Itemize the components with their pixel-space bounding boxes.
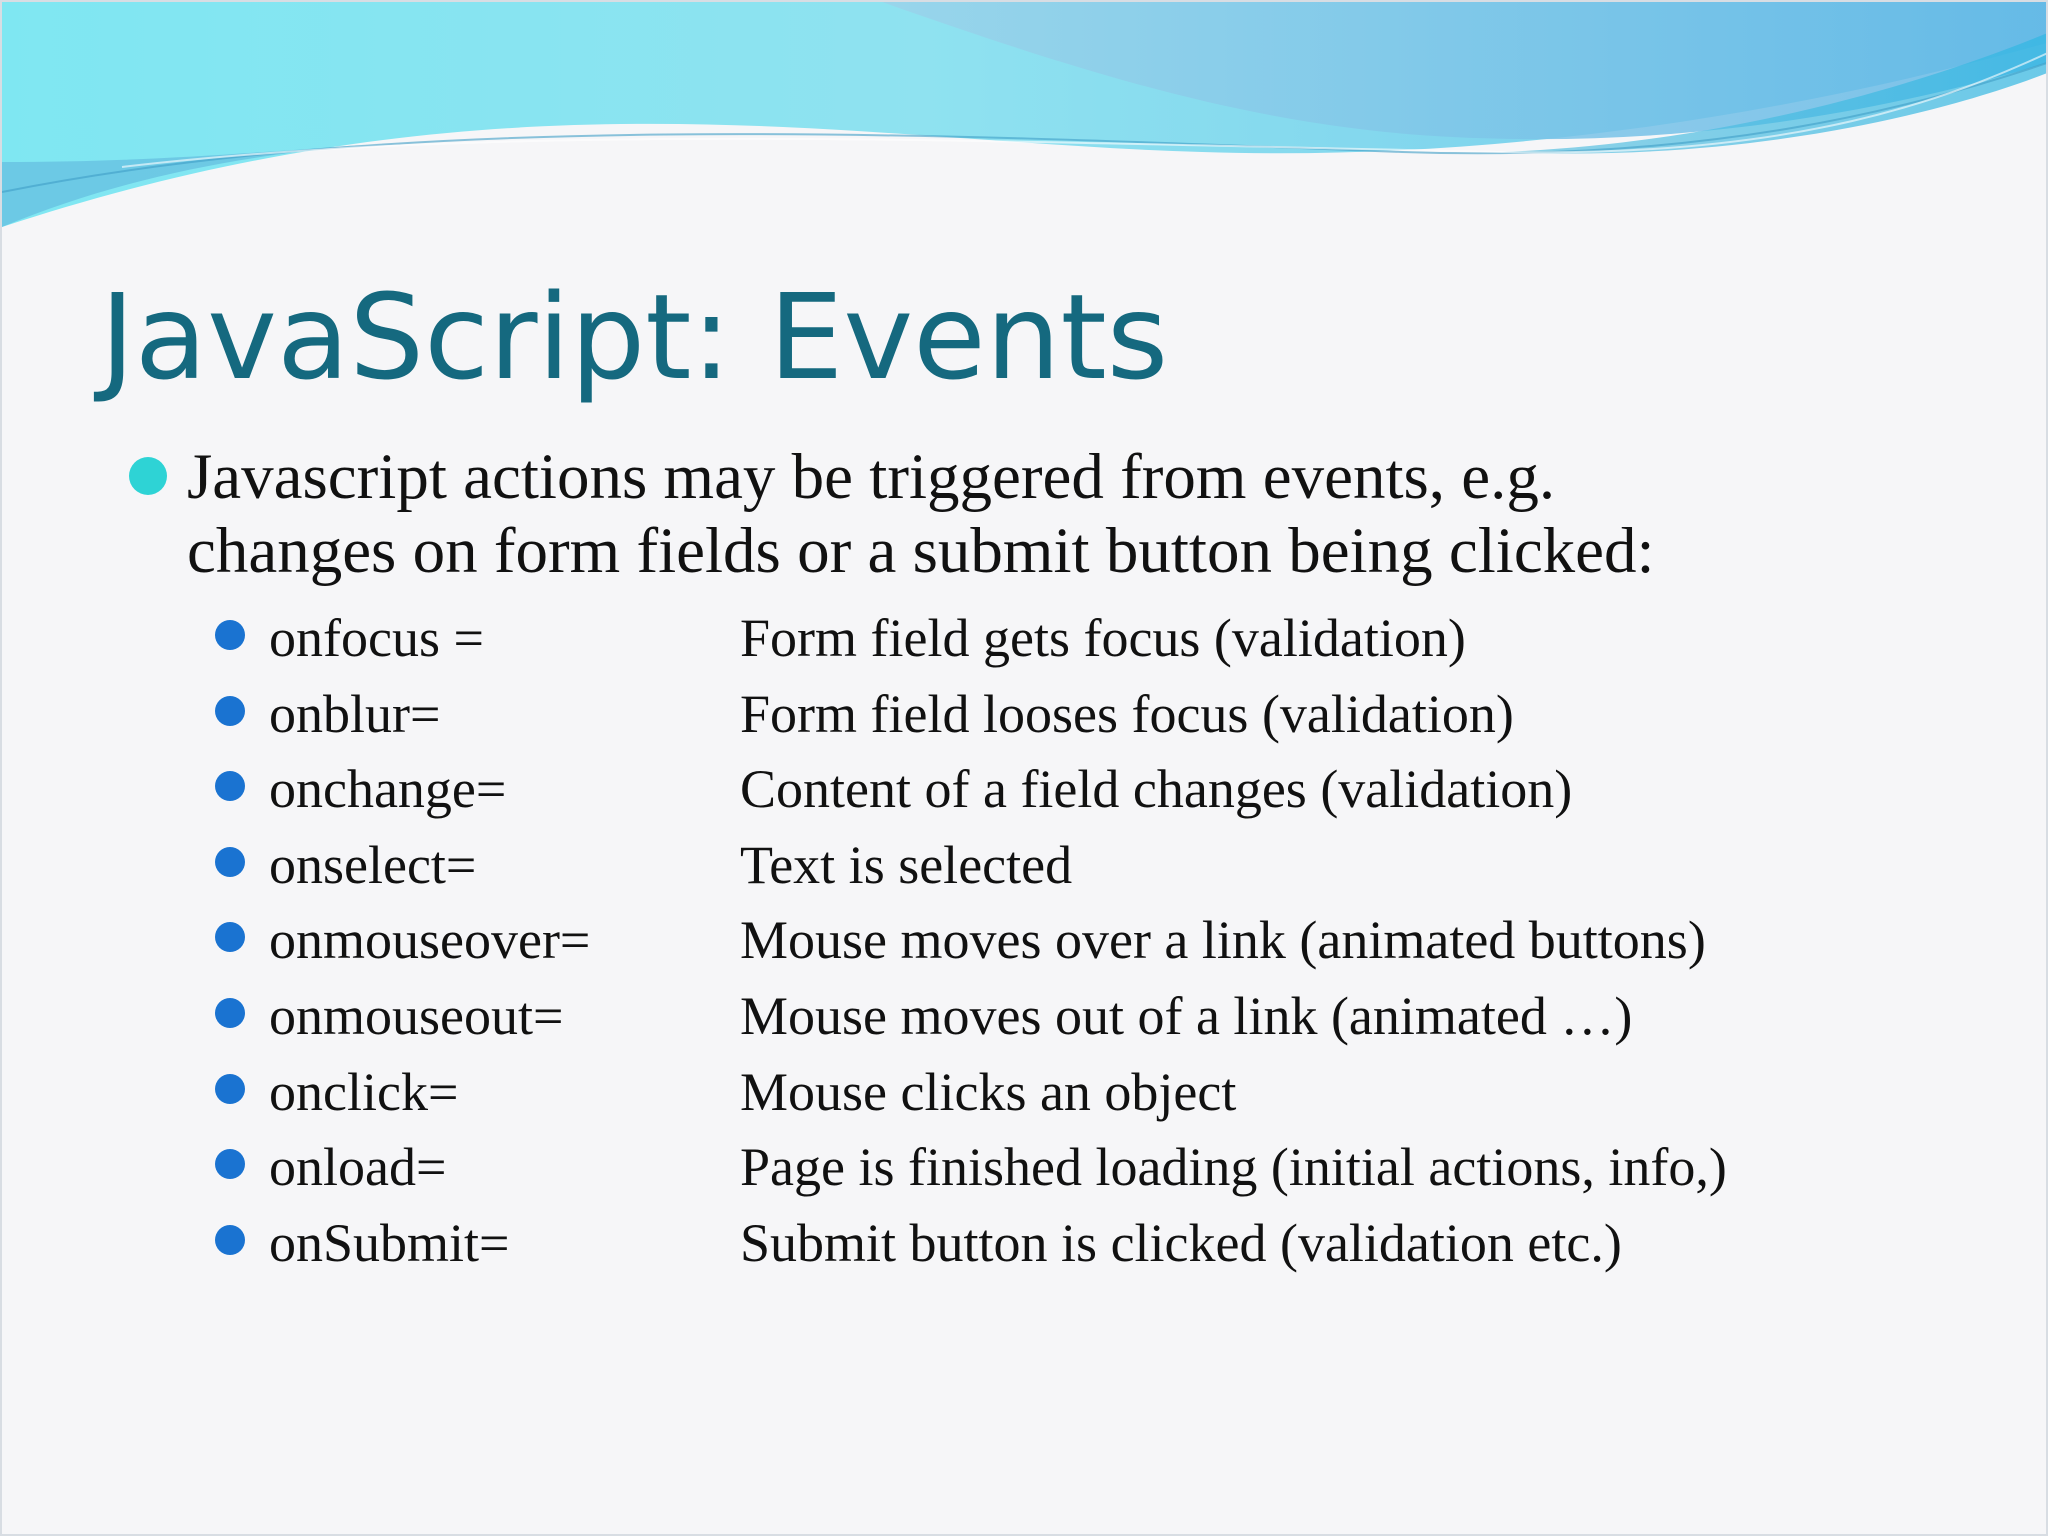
bullet-dot-icon xyxy=(215,1149,245,1179)
event-row-onblur xyxy=(215,682,1915,758)
event-row-onmouseover xyxy=(215,908,1915,984)
event-description: Mouse clicks an object xyxy=(740,1061,1237,1122)
event-description: Text is selected xyxy=(740,834,1073,895)
event-description: Form field looses focus (validation) xyxy=(740,683,1514,744)
event-description: Content of a field changes (validation) xyxy=(740,759,1573,820)
bullet-dot-icon xyxy=(215,998,245,1028)
event-description: Page is finished loading (initial actions, info,) xyxy=(740,1137,1727,1198)
event-name: onselect= xyxy=(269,834,477,895)
bullet-dot-icon xyxy=(215,922,245,952)
event-name: onmouseout= xyxy=(269,985,564,1046)
event-row-onclick xyxy=(215,1060,1915,1136)
bullet-dot-icon xyxy=(215,1074,245,1104)
main-bullet-line-1: Javascript actions may be triggered from events, e.g. xyxy=(187,441,1556,513)
event-row-onselect xyxy=(215,833,1915,909)
main-bullet-line-2: changes on form fields or a submit button being clicked: xyxy=(187,515,1655,587)
event-description: Mouse moves out of a link (animated …) xyxy=(740,985,1633,1046)
event-row-onchange xyxy=(215,757,1915,833)
bullet-dot-icon xyxy=(215,1225,245,1255)
bullet-dot-icon xyxy=(215,696,245,726)
main-bullet-dot-icon xyxy=(129,457,167,495)
bullet-dot-icon xyxy=(215,771,245,801)
bullet-dot-icon xyxy=(215,620,245,650)
event-name: onchange= xyxy=(269,759,507,820)
event-name: onfocus = xyxy=(269,608,484,668)
event-row-onfocus xyxy=(215,606,1915,682)
event-name: onblur= xyxy=(269,683,441,744)
event-name: onload= xyxy=(269,1137,447,1198)
event-row-onsubmit xyxy=(215,1211,1915,1287)
event-name: onSubmit= xyxy=(269,1212,510,1273)
event-description: Submit button is clicked (validation etc.) xyxy=(740,1212,1622,1273)
header-wave-decoration xyxy=(2,2,2048,242)
event-row-onmouseout xyxy=(215,984,1915,1060)
event-name: onclick= xyxy=(269,1061,459,1122)
event-name: onmouseover= xyxy=(269,910,591,971)
event-list xyxy=(215,606,1915,1286)
event-description: Form field gets focus (validation) xyxy=(740,608,1466,668)
bullet-dot-icon xyxy=(215,847,245,877)
event-description: Mouse moves over a link (animated buttons) xyxy=(740,910,1706,971)
event-row-onload xyxy=(215,1135,1915,1211)
main-bullet-text xyxy=(187,440,1947,588)
slide-title: JavaScript: Events xyxy=(100,268,1169,406)
